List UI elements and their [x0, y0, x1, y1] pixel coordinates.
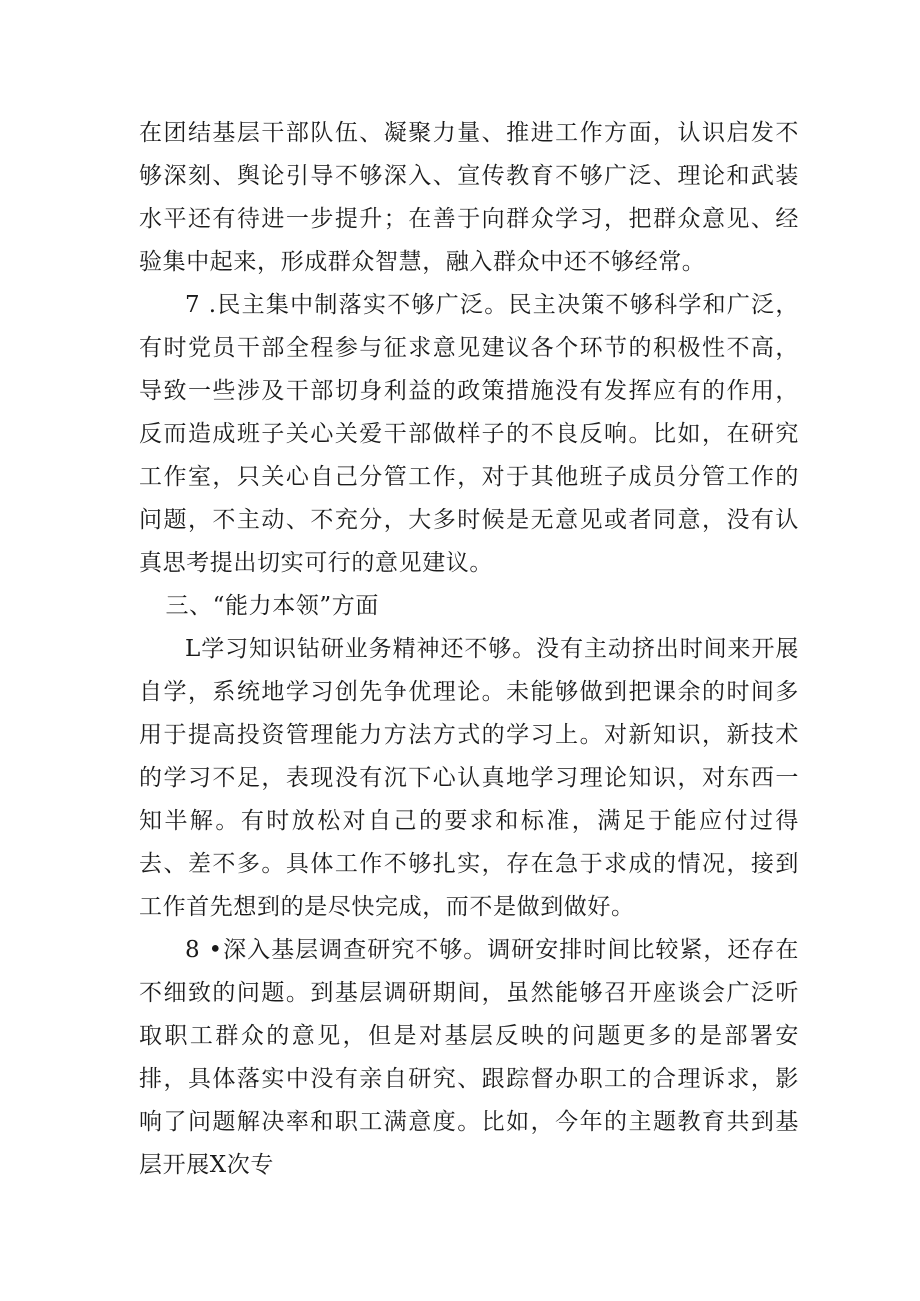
- section-heading-ability: 三、“能力本领”方面: [165, 593, 379, 619]
- document-body: [139, 112, 799, 1187]
- paragraph-item-7: 7 .民主集中制落实不够广泛。民主决策不够科学和广泛，有时党员干部全程参与征求意见建议各个环节的积极性不高，导致一些涉及干部切身利益的政策措施没有发挥应有的作用，反而造成班子关心关爱干部做样子的不良反响。比如，在研究工作室，只关心自己分管工作，对于其他班子成员分管工作的问题，不主动、不充分，大多时候是无意见或者同意，没有认真思考提出切实可行的意见建议。: [139, 292, 799, 576]
- paragraph-continuation: 在团结基层干部队伍、凝聚力量、推进工作方面，认识启发不够深刻、舆论引导不够深入、宣传教育不够广泛、理论和武装水平还有待进一步提升；在善于向群众学习，把群众意见、经验集中起来，形成群众智慧，融入群众中还不够经常。: [139, 120, 799, 275]
- paragraph-item-8: 8 •深入基层调查研究不够。调研安排时间比较紧，还存在不细致的问题。到基层调研期间，虽然能够召开座谈会广泛听取职工群众的意见，但是对基层反映的问题更多的是部署安排，具体落实中没有亲自研究、跟踪督办职工的合理诉求，影响了问题解决率和职工满意度。比如，今年的主题教育共到基层开展X次专: [139, 937, 799, 1178]
- paragraph-item-1: L学习知识钻研业务精神还不够。没有主动挤出时间来开展自学，系统地学习创先争优理论。未能够做到把课余的时间多用于提高投资管理能力方法方式的学习上。对新知识，新技术的学习不足，表现没有沉下心认真地学习理论知识，对东西一知半解。有时放松对自己的要求和标准，满足于能应付过得去、差不多。具体工作不够扎实，存在急于求成的情况，接到工作首先想到的是尽快完成，而不是做到做好。: [139, 636, 799, 920]
